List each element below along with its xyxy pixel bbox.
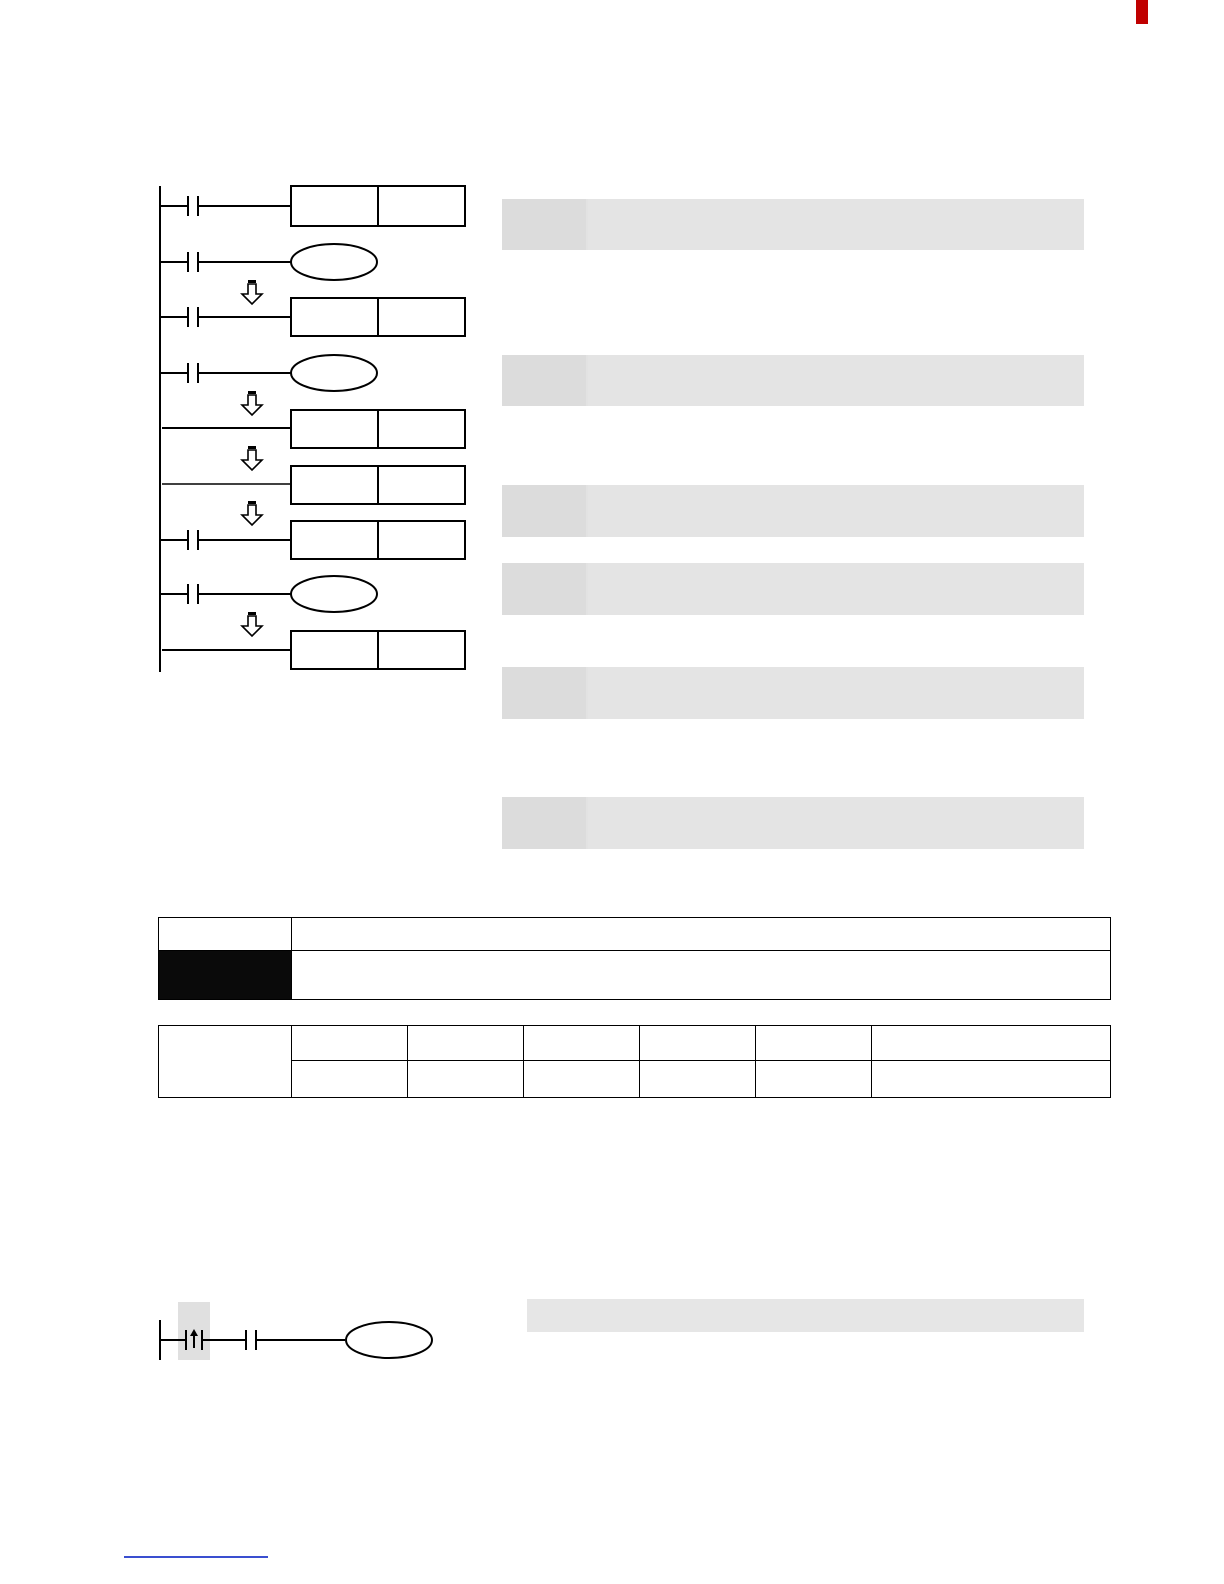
ladder-diagram-2 [150,1296,450,1366]
info-table [158,917,1111,1000]
push-arrow-icon [242,391,262,415]
instruction-row-2 [527,1299,1084,1332]
push-arrow-icon [242,501,262,525]
ladder-diagram-1 [150,180,480,680]
info-value-1 [292,918,1111,951]
rung-5 [162,410,465,448]
operand-table [158,1025,1111,1098]
rung-7 [160,521,465,559]
coil-icon [346,1322,432,1358]
info-label-2 [159,951,292,1000]
contact-icon [246,1330,256,1350]
operand-value-cell [408,1061,524,1098]
operand-value-cell [640,1061,756,1098]
footer-link[interactable] [124,1556,268,1558]
coil-icon [291,244,377,280]
operand-value-cell [756,1061,872,1098]
step-cell [502,797,586,849]
code-cell [588,797,1084,849]
rung-4 [160,355,377,391]
header-accent-bar [1136,0,1148,24]
rung-6 [162,466,465,504]
operand-header-cell [640,1026,756,1061]
operand-value-cell [872,1061,1111,1098]
instruction-row [502,199,1084,250]
instruction-row [502,797,1084,849]
operand-header-cell [872,1026,1111,1061]
instruction-row [502,667,1084,719]
instruction-row [502,563,1084,615]
instruction-row [502,485,1084,537]
coil-icon [291,576,377,612]
operand-header-cell [292,1026,408,1061]
step-cell [502,563,586,615]
info-value-2 [292,951,1111,1000]
operand-row-label [159,1026,292,1098]
instruction-row [502,355,1084,406]
rung-9 [162,631,465,669]
code-cell [588,563,1084,615]
step-cell [502,199,586,250]
operand-header-cell [408,1026,524,1061]
operand-header-cell [756,1026,872,1061]
operand-value-cell [292,1061,408,1098]
push-arrow-icon [242,280,262,304]
operand-header-cell [524,1026,640,1061]
step-cell [502,355,586,406]
rung-3 [160,298,465,336]
push-arrow-icon [242,446,262,470]
step-cell [502,485,586,537]
code-cell [588,667,1084,719]
operand-value-cell [524,1061,640,1098]
coil-icon [291,355,377,391]
step-cell [502,667,586,719]
info-label-1 [159,918,292,951]
rung-2 [160,244,377,280]
rung-1 [160,186,465,226]
push-arrow-icon [242,612,262,636]
code-cell [588,485,1084,537]
code-cell [588,199,1084,250]
code-cell [588,355,1084,406]
rung-8 [160,576,377,612]
